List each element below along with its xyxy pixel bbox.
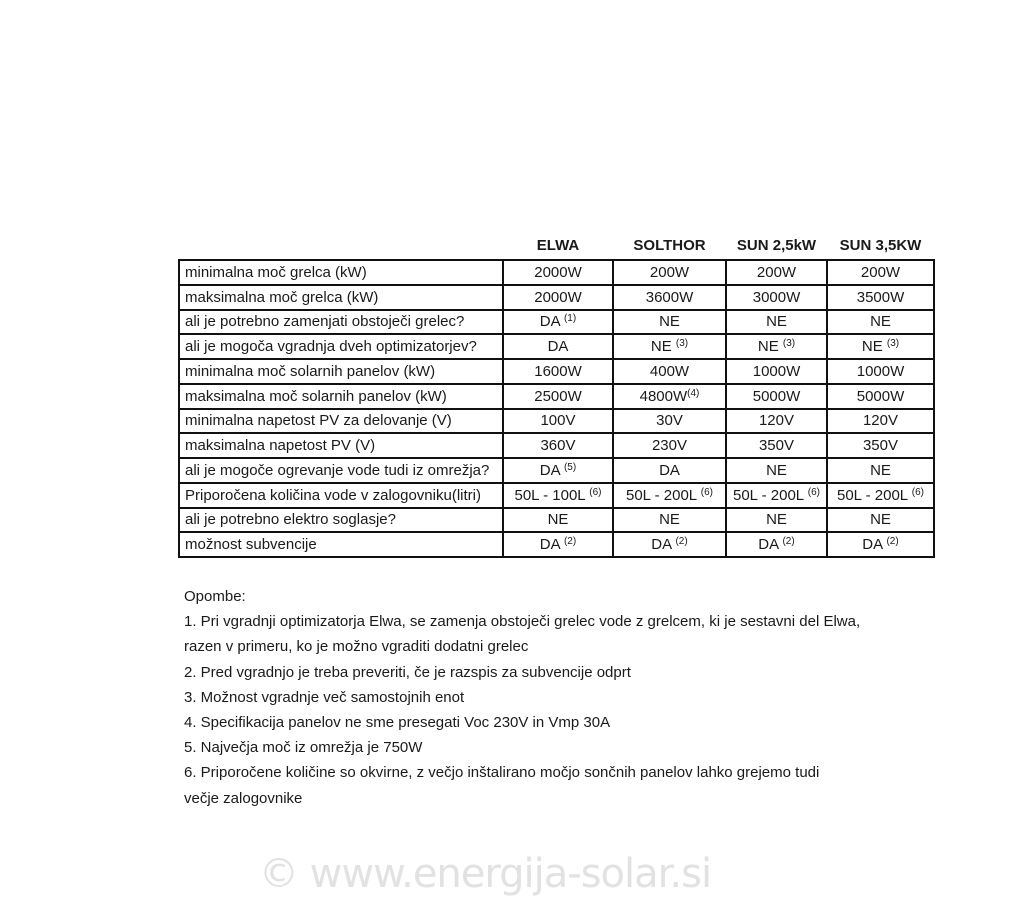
value-cell [503,334,613,359]
cell-footnote-superscript: (3) [675,338,689,350]
value-cell [726,483,827,508]
cell-value: NE [870,511,891,529]
column-header-row [179,237,934,260]
cell-footnote-superscript: (6) [700,486,713,498]
row-label-text: ali je mogoče ogrevanje vode tudi iz omrežja? [185,461,490,479]
cell-value: 120V [758,412,795,430]
row-label-text: minimalna napetost PV za delovanje (V) [185,412,452,430]
row-label [179,359,503,384]
row-label-text: ali je potrebno elektro soglasje? [185,511,396,529]
row-label [179,532,503,557]
value-cell [827,310,934,335]
value-cell [503,532,613,557]
cell-value: 5000W [856,387,905,405]
cell-value: 350V [758,437,795,455]
value-cell [726,285,827,310]
note-line: 1. Pri vgradnji optimizatorja Elwa, se zamenja obstoječi grelec vode z grelcem, ki je sestavni del Elwa, [184,613,861,631]
cell-footnote-superscript: (3) [782,338,796,350]
note-line: 5. Največja moč iz omrežja je 750W [184,739,423,757]
value-cell [503,508,613,533]
value-cell [503,483,613,508]
note-line: razen v primeru, ko je možno vgraditi dodatni grelec [184,638,529,656]
cell-value: NE [547,511,569,529]
cell-value: NE [870,461,891,479]
value-cell [726,384,827,409]
cell-value: 1000W [856,362,905,380]
column-header-solthor: SOLTHOR [633,237,706,254]
value-cell [503,458,613,483]
value-cell [726,433,827,458]
value-cell [726,359,827,384]
value-cell [613,310,726,335]
row-label-text: ali je potrebno zamenjati obstoječi grelec? [185,313,465,331]
row-label [179,260,503,285]
cell-value: 50L - 100L [514,486,590,504]
value-cell [827,285,934,310]
cell-footnote-superscript: (6) [807,486,820,498]
row-label [179,285,503,310]
cell-footnote-superscript: (2) [563,536,577,548]
cell-value: NE [659,313,680,331]
cell-value: DA [539,536,564,554]
notes-lines [184,609,860,811]
cell-value: 50L - 200L [625,486,701,504]
value-cell [726,532,827,557]
row-label-text: ali je mogoča vgradnja dveh optimizatorjev? [185,338,477,356]
spec-table [178,237,935,558]
note-line: 2. Pred vgradnjo je treba preveriti, če je razspis za subvencije odprt [184,663,631,681]
cell-footnote-superscript: (2) [886,536,899,548]
value-cell [827,260,934,285]
cell-value: NE [766,313,787,331]
value-cell [613,285,726,310]
table-row [179,310,934,335]
value-cell [726,508,827,533]
cell-value: NE [757,338,783,356]
value-cell [726,334,827,359]
cell-value: 200W [860,263,901,281]
table-row [179,359,934,384]
value-cell [827,483,934,508]
value-cell [503,359,613,384]
value-cell [613,532,726,557]
row-label [179,310,503,335]
table-row [179,433,934,458]
notes-heading: Opombe: [184,588,246,605]
value-cell [726,310,827,335]
cell-value: DA [547,338,569,356]
value-cell [726,409,827,434]
row-label-text: maksimalna moč grelca (kW) [185,288,379,306]
cell-value: 50L - 200L [732,486,808,504]
value-cell [726,458,827,483]
cell-value: 2000W [534,288,582,306]
cell-value: NE [766,461,787,479]
value-cell [827,359,934,384]
cell-value: NE [861,338,887,356]
value-cell [827,508,934,533]
value-cell [827,532,934,557]
column-header-empty [179,237,503,260]
row-label [179,483,503,508]
cell-value: NE [870,313,891,331]
table-row [179,285,934,310]
note-line: 6. Priporočene količine so okvirne, z večjo inštalirano močjo sončnih panelov lahko grejemo tudi [184,764,820,782]
cell-footnote-superscript: (4) [687,387,700,399]
value-cell [503,433,613,458]
cell-value: 4800W [639,387,688,405]
cell-value: 2000W [534,263,582,281]
row-label-text: Priporočena količina vode v zalogovniku(litri) [185,486,481,504]
cell-footnote-superscript: (2) [675,536,688,548]
cell-value: DA [539,461,564,479]
value-cell [726,260,827,285]
cell-value: 5000W [752,387,801,405]
row-label-text: možnost subvencije [185,536,317,554]
value-cell [827,433,934,458]
row-label [179,334,503,359]
value-cell [503,260,613,285]
column-header-elwa: ELWA [536,237,580,254]
cell-value: 3600W [645,288,694,306]
cell-value: 360V [540,437,576,455]
cell-value: NE [650,338,676,356]
table-row [179,384,934,409]
cell-value: 30V [656,412,683,430]
cell-value: DA [758,536,783,554]
cell-value: NE [766,511,787,529]
cell-footnote-superscript: (5) [563,461,577,473]
value-cell [613,508,726,533]
value-cell [503,310,613,335]
watermark: © www.energija-solar.si [258,851,712,897]
value-cell [613,458,726,483]
value-cell [613,433,726,458]
value-cell [613,260,726,285]
cell-value: 1600W [534,362,582,380]
cell-footnote-superscript: (1) [563,313,577,325]
cell-footnote-superscript: (2) [782,536,795,548]
cell-value: 2500W [534,387,582,405]
value-cell [503,409,613,434]
cell-value: DA [659,461,680,479]
note-line: 3. Možnost vgradnje več samostojnih enot [184,688,465,706]
value-cell [503,384,613,409]
cell-value: 120V [862,412,899,430]
cell-footnote-superscript: (3) [886,338,900,350]
cell-value: 350V [862,437,899,455]
value-cell [827,384,934,409]
value-cell [613,483,726,508]
row-label-text: minimalna moč grelca (kW) [185,263,367,281]
cell-value: 1000W [752,362,801,380]
row-label [179,409,503,434]
table-row [179,458,934,483]
table-row [179,334,934,359]
value-cell [613,359,726,384]
value-cell [827,409,934,434]
cell-value: 200W [756,263,797,281]
cell-value: DA [651,536,676,554]
cell-value: 200W [649,263,690,281]
value-cell [827,458,934,483]
cell-footnote-superscript: (6) [911,486,924,498]
notes-section [184,584,860,811]
cell-value: 400W [649,362,690,380]
row-label [179,384,503,409]
row-label-text: maksimalna moč solarnih panelov (kW) [185,387,447,405]
value-cell [503,285,613,310]
table-row [179,532,934,557]
cell-value: 100V [540,412,576,430]
cell-value: DA [862,536,887,554]
cell-value: 230V [651,437,688,455]
table-row [179,483,934,508]
column-header-sun35: SUN 3,5KW [839,237,922,254]
value-cell [613,384,726,409]
value-cell [613,409,726,434]
value-cell [827,334,934,359]
cell-value: 3000W [752,288,801,306]
note-line: 4. Specifikacija panelov ne sme presegati Voc 230V in Vmp 30A [184,714,611,732]
value-cell [613,334,726,359]
table-row [179,508,934,533]
row-label-text: minimalna moč solarnih panelov (kW) [185,362,436,380]
cell-value: DA [539,313,564,331]
spec-table-body [179,260,934,557]
cell-value: 50L - 200L [836,486,912,504]
row-label-text: maksimalna napetost PV (V) [185,437,376,455]
cell-value: 3500W [856,288,905,306]
cell-value: NE [659,511,680,529]
cell-footnote-superscript: (6) [589,486,602,498]
table-row [179,260,934,285]
row-label [179,508,503,533]
row-label [179,433,503,458]
row-label [179,458,503,483]
table-row [179,409,934,434]
column-header-sun25: SUN 2,5kW [736,237,817,254]
note-line: večje zalogovnike [184,789,303,807]
